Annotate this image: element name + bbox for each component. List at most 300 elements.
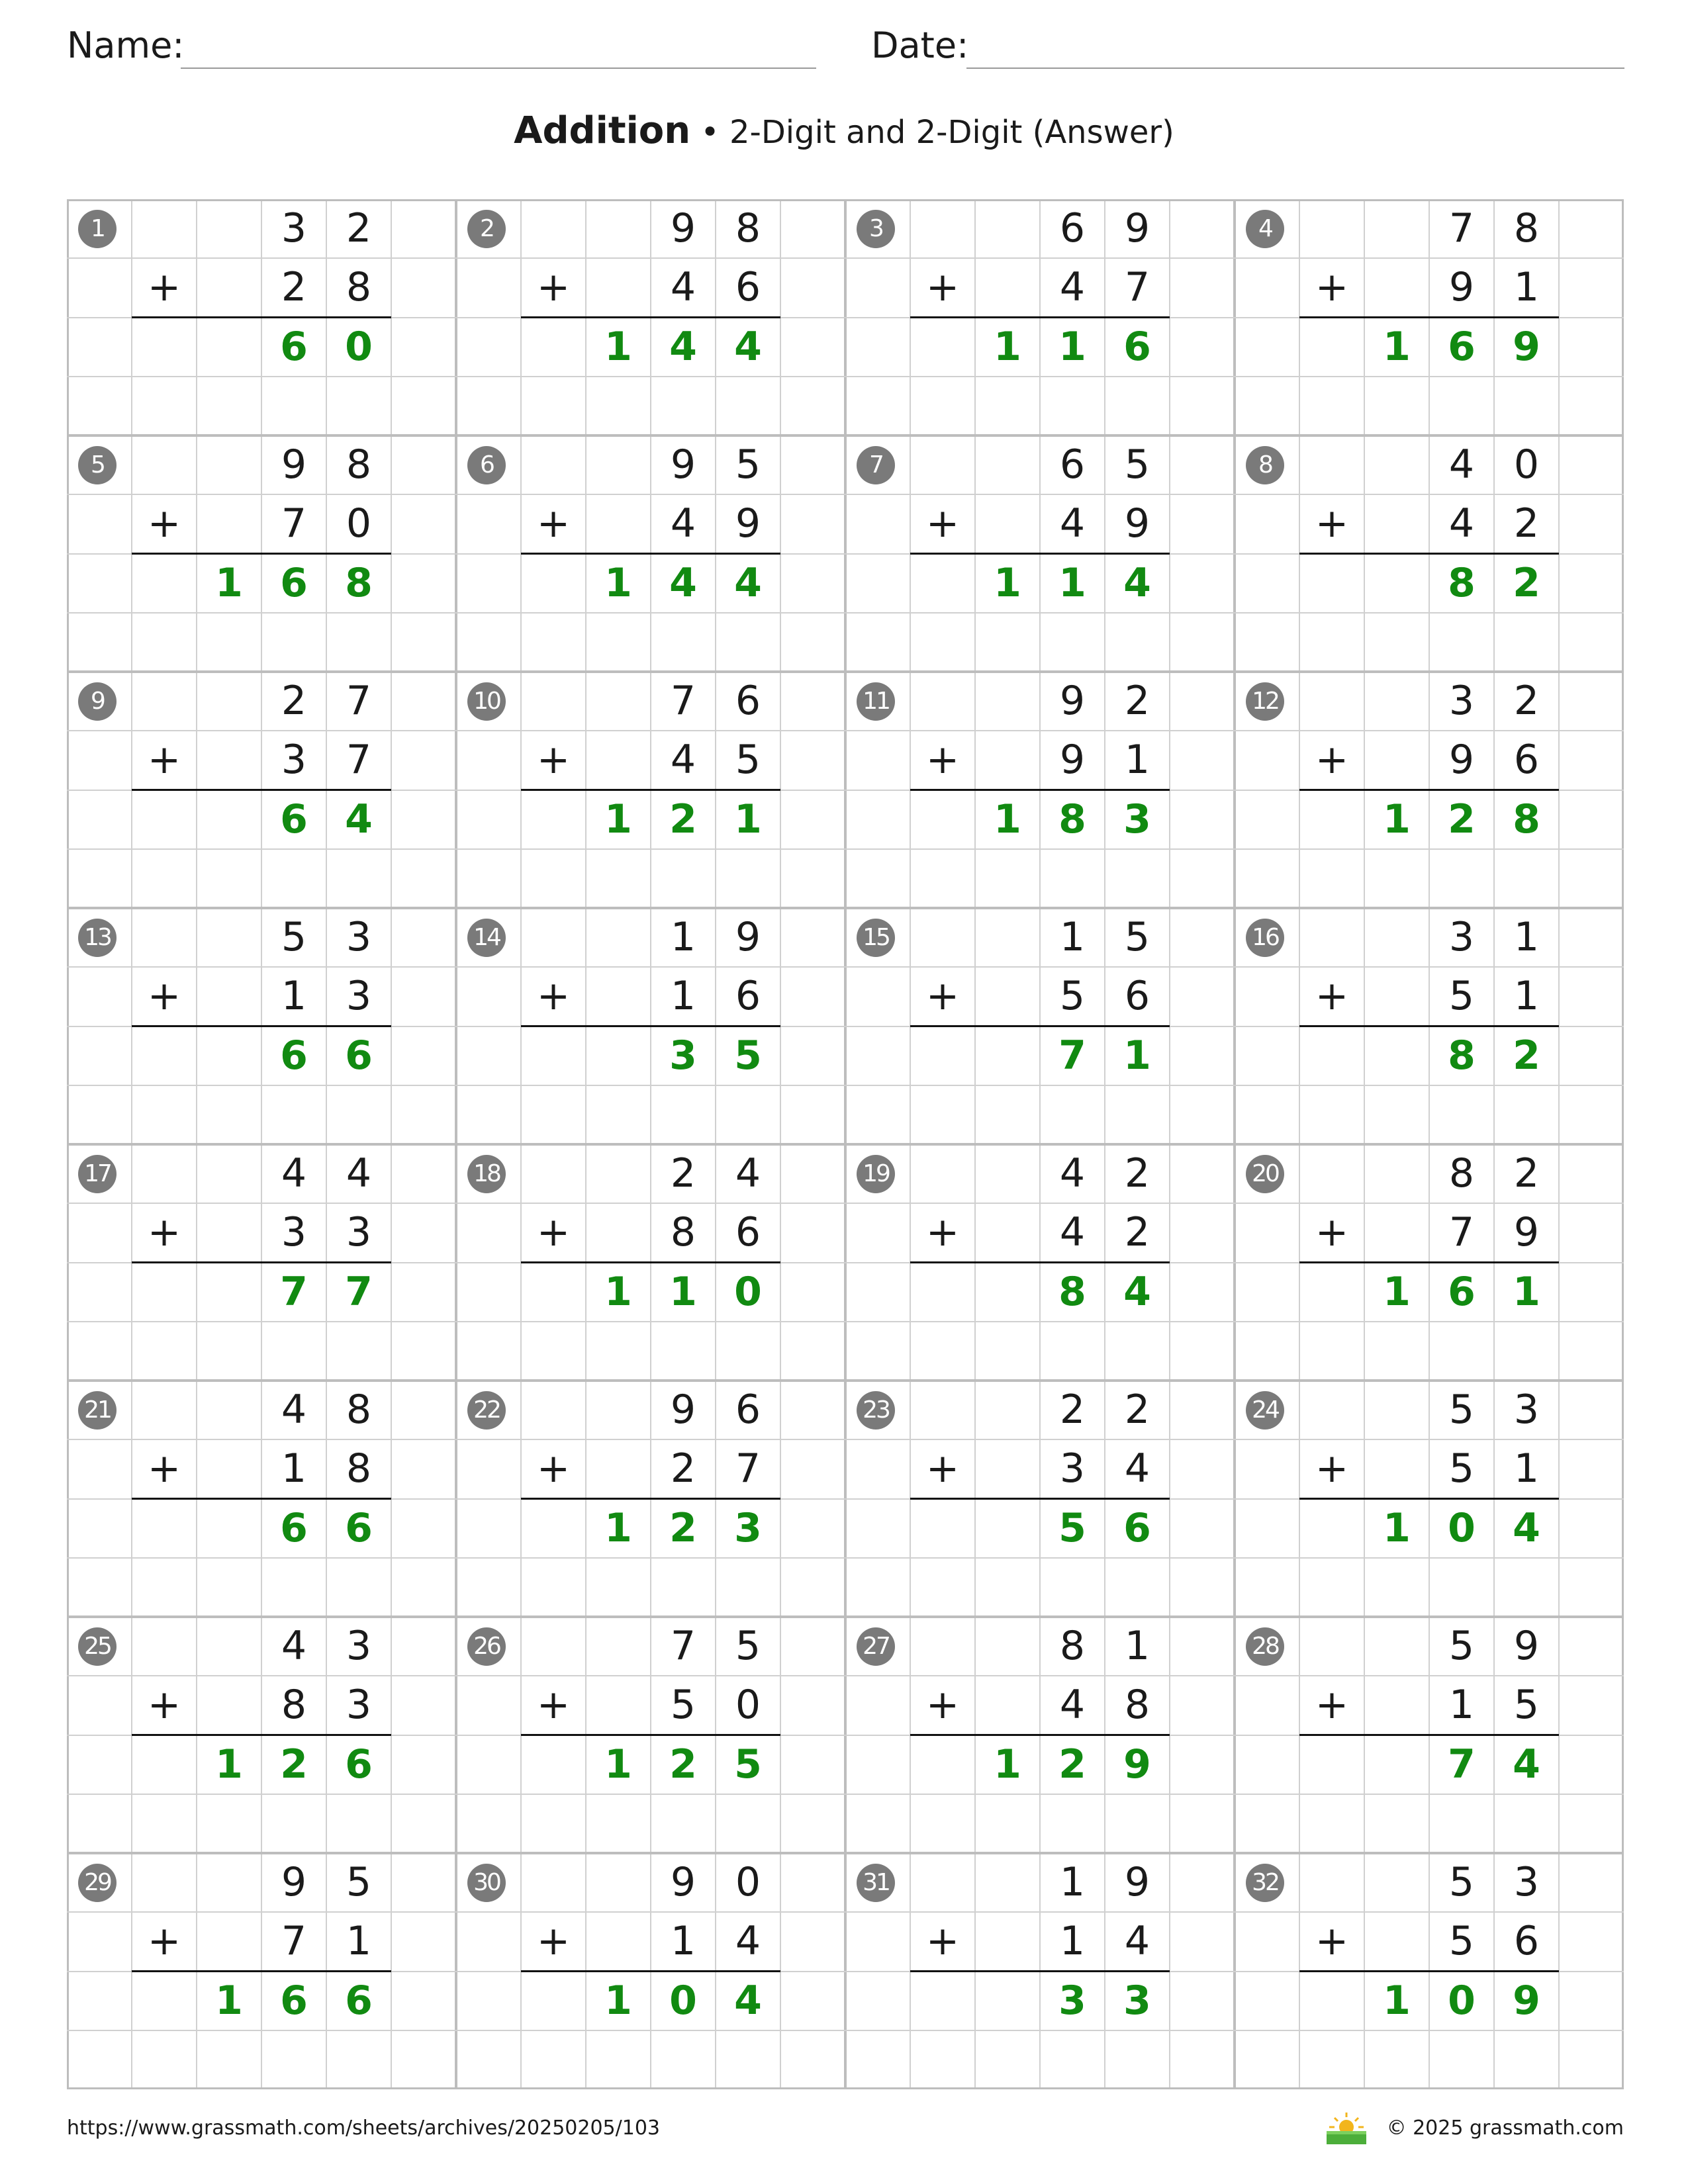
problem-9 [67,672,456,908]
answer-digit: 5 [734,1741,762,1788]
addend-bottom-digit: 5 [1448,1918,1475,1965]
answer-digit: 6 [345,1504,373,1551]
sum-line [1299,316,1559,318]
addend-bottom-digit: 7 [1448,1209,1475,1256]
problem-29 [67,1853,456,2089]
addend-top-digit: 5 [281,914,307,960]
addend-bottom-digit: 3 [281,1209,307,1256]
problem-number-badge: 24 [1246,1391,1284,1430]
problem-number-badge: 1 [78,210,117,248]
addend-top-digit: 1 [1124,1623,1150,1669]
answer-digit: 8 [1058,1268,1086,1315]
addend-top-digit: 9 [735,914,761,960]
addend-top-digit: 3 [346,1623,372,1669]
answer-digit: 1 [994,323,1021,370]
answer-digit: 6 [1123,1504,1151,1551]
addend-bottom-digit: 4 [1059,264,1086,311]
plus-sign: + [925,973,960,1020]
addend-bottom-digit: 8 [670,1209,696,1256]
footer-copyright: © 2025 grassmath.com [1386,2116,1624,2140]
answer-digit: 4 [1123,559,1151,606]
addend-bottom-digit: 8 [346,264,372,311]
plus-sign: + [925,1445,960,1492]
addend-bottom-digit: 0 [346,500,372,547]
plus-sign: + [1315,1918,1349,1965]
answer-digit: 3 [1123,1977,1151,2024]
sum-line [132,1261,391,1263]
problem-number-badge: 2 [467,210,506,248]
sum-line [910,1261,1170,1263]
addend-top-digit: 6 [735,1387,761,1433]
addend-top-digit: 5 [735,441,761,488]
answer-digit: 6 [280,1504,308,1551]
addend-top-digit: 0 [1513,441,1540,488]
plus-sign: + [925,264,960,311]
addend-top-digit: 7 [670,678,696,724]
addend-bottom-digit: 9 [1059,737,1086,784]
addend-bottom-digit: 6 [1124,973,1150,1020]
addend-bottom-digit: 1 [281,1445,307,1492]
problem-number-badge: 22 [467,1391,506,1430]
addend-bottom-digit: 4 [1124,1918,1150,1965]
problem-15 [845,908,1235,1144]
addend-top-digit: 8 [1513,205,1540,251]
plus-sign: + [536,500,571,547]
addend-bottom-digit: 2 [1124,1209,1150,1256]
addend-top-digit: 2 [1124,1387,1150,1433]
problem-5 [67,435,456,672]
addend-top-digit: 6 [1059,441,1086,488]
addend-top-digit: 8 [1059,1623,1086,1669]
addend-top-digit: 8 [735,205,761,251]
sum-line [132,1734,391,1736]
addend-top-digit: 4 [281,1623,307,1669]
date-label: Date: [871,24,969,66]
plus-sign: + [1315,1682,1349,1729]
addend-bottom-digit: 9 [735,500,761,547]
answer-digit: 4 [734,323,762,370]
sum-line [132,316,391,318]
sum-line [910,316,1170,318]
addend-top-digit: 2 [670,1150,696,1197]
addend-bottom-digit: 3 [346,1209,372,1256]
answer-digit: 4 [669,323,697,370]
sum-line [132,789,391,791]
problem-number-badge: 12 [1246,682,1284,721]
problem-30 [456,1853,845,2089]
addend-top-digit: 6 [1059,205,1086,251]
addend-bottom-digit: 1 [1124,737,1150,784]
answer-digit: 6 [280,1977,308,2024]
answer-digit: 0 [345,323,373,370]
plus-sign: + [147,1682,181,1729]
answer-digit: 4 [1513,1741,1540,1788]
plus-sign: + [536,737,571,784]
addend-bottom-digit: 8 [1124,1682,1150,1729]
answer-digit: 1 [994,796,1021,842]
answer-digit: 1 [604,1268,632,1315]
sum-line [910,1498,1170,1500]
addend-bottom-digit: 4 [1448,500,1475,547]
addend-top-digit: 4 [1059,1150,1086,1197]
addend-top-digit: 9 [1124,205,1150,251]
plus-sign: + [536,1445,571,1492]
addend-top-digit: 9 [670,441,696,488]
addend-top-digit: 8 [346,1387,372,1433]
addend-top-digit: 5 [346,1859,372,1905]
answer-digit: 2 [669,1504,697,1551]
answer-digit: 8 [1448,559,1476,606]
addend-top-digit: 3 [1448,678,1475,724]
answer-digit: 8 [1058,796,1086,842]
problem-19 [845,1144,1235,1381]
answer-digit: 9 [1513,1977,1540,2024]
answer-digit: 7 [280,1268,308,1315]
sum-line [132,1498,391,1500]
addend-top-digit: 8 [346,441,372,488]
addend-bottom-digit: 3 [346,1682,372,1729]
plus-sign: + [147,1918,181,1965]
addend-top-digit: 8 [1448,1150,1475,1197]
answer-digit: 1 [1383,1504,1411,1551]
answer-digit: 4 [734,1977,762,2024]
problem-number-badge: 14 [467,919,506,957]
addend-bottom-digit: 6 [1513,737,1540,784]
answer-digit: 7 [1058,1032,1086,1079]
plus-sign: + [536,1209,571,1256]
problem-28 [1235,1617,1624,1853]
addend-bottom-digit: 3 [346,973,372,1020]
addend-bottom-digit: 1 [1513,264,1540,311]
addend-top-digit: 4 [735,1150,761,1197]
addend-top-digit: 2 [1059,1387,1086,1433]
problem-number-badge: 5 [78,446,117,484]
problem-22 [456,1381,845,1617]
addend-bottom-digit: 5 [735,737,761,784]
addend-top-digit: 5 [1124,441,1150,488]
plus-sign: + [1315,1445,1349,1492]
title-main: Addition [514,109,691,152]
addend-top-digit: 2 [1124,1150,1150,1197]
plus-sign: + [536,264,571,311]
addend-bottom-digit: 3 [1059,1445,1086,1492]
sum-line [910,1970,1170,1972]
name-line[interactable] [181,68,816,69]
addend-bottom-digit: 1 [670,973,696,1020]
problem-number-badge: 30 [467,1864,506,1902]
answer-digit: 0 [734,1268,762,1315]
addend-bottom-digit: 1 [281,973,307,1020]
answer-digit: 4 [1123,1268,1151,1315]
answer-digit: 5 [734,1032,762,1079]
addend-top-digit: 9 [670,1387,696,1433]
problem-27 [845,1617,1235,1853]
problem-number-badge: 16 [1246,919,1284,957]
answer-digit: 1 [604,1504,632,1551]
problem-number-badge: 31 [857,1864,895,1902]
answer-digit: 1 [1383,1977,1411,2024]
addend-top-digit: 3 [1513,1387,1540,1433]
plus-sign: + [147,973,181,1020]
addend-top-digit: 1 [1059,914,1086,960]
sum-line [1299,789,1559,791]
sum-line [521,1970,780,1972]
answer-digit: 6 [280,796,308,842]
problem-31 [845,1853,1235,2089]
problem-2 [456,199,845,435]
problem-number-badge: 32 [1246,1864,1284,1902]
sum-line [1299,553,1559,555]
problem-number-badge: 25 [78,1627,117,1666]
answer-digit: 2 [669,1741,697,1788]
problem-number-badge: 17 [78,1155,117,1193]
name-label: Name: [67,24,185,66]
sum-line [132,1970,391,1972]
addend-bottom-digit: 5 [1059,973,1086,1020]
problem-number-badge: 18 [467,1155,506,1193]
problem-3 [845,199,1235,435]
addend-bottom-digit: 8 [346,1445,372,1492]
answer-digit: 1 [994,559,1021,606]
addend-top-digit: 5 [735,1623,761,1669]
problem-number-badge: 10 [467,682,506,721]
addend-bottom-digit: 1 [346,1918,372,1965]
answer-digit: 1 [604,1977,632,2024]
plus-sign: + [925,1209,960,1256]
problem-number-badge: 20 [1246,1155,1284,1193]
problem-12 [1235,672,1624,908]
addend-top-digit: 9 [281,1859,307,1905]
plus-sign: + [147,1445,181,1492]
addend-top-digit: 7 [670,1623,696,1669]
answer-digit: 4 [345,796,373,842]
addend-top-digit: 9 [281,441,307,488]
addend-bottom-digit: 1 [1059,1918,1086,1965]
answer-digit: 1 [1123,1032,1151,1079]
addend-top-digit: 9 [1124,1859,1150,1905]
addend-bottom-digit: 1 [1513,973,1540,1020]
answer-digit: 1 [604,1741,632,1788]
answer-digit: 1 [215,1977,243,2024]
problem-13 [67,908,456,1144]
answer-digit: 1 [734,796,762,842]
plus-sign: + [536,1918,571,1965]
answer-digit: 6 [1123,323,1151,370]
answer-digit: 6 [280,1032,308,1079]
sum-line [521,789,780,791]
addend-bottom-digit: 5 [670,1682,696,1729]
sum-line [910,553,1170,555]
date-line[interactable] [966,68,1624,69]
addend-top-digit: 3 [1448,914,1475,960]
problem-11 [845,672,1235,908]
problem-21 [67,1381,456,1617]
answer-digit: 3 [1058,1977,1086,2024]
addend-bottom-digit: 7 [1124,264,1150,311]
sum-line [521,316,780,318]
sum-line [521,1734,780,1736]
problem-number-badge: 9 [78,682,117,721]
answer-digit: 5 [1058,1504,1086,1551]
answer-digit: 1 [994,1741,1021,1788]
problem-1 [67,199,456,435]
problem-number-badge: 7 [857,446,895,484]
addend-top-digit: 6 [735,678,761,724]
addend-top-digit: 4 [346,1150,372,1197]
problem-23 [845,1381,1235,1617]
problem-number-badge: 21 [78,1391,117,1430]
addend-bottom-digit: 1 [670,1918,696,1965]
sum-line [1299,1025,1559,1027]
problem-18 [456,1144,845,1381]
answer-digit: 9 [1513,323,1540,370]
answer-digit: 1 [215,559,243,606]
plus-sign: + [1315,1209,1349,1256]
addend-top-digit: 9 [670,1859,696,1905]
problem-number-badge: 8 [1246,446,1284,484]
addend-bottom-digit: 4 [670,500,696,547]
problem-16 [1235,908,1624,1144]
problem-20 [1235,1144,1624,1381]
addend-top-digit: 2 [1513,1150,1540,1197]
problem-number-badge: 29 [78,1864,117,1902]
title-sub: • 2-Digit and 2-Digit (Answer) [700,114,1174,151]
plus-sign: + [1315,500,1349,547]
plus-sign: + [147,737,181,784]
problem-17 [67,1144,456,1381]
plus-sign: + [1315,973,1349,1020]
addend-top-digit: 9 [670,205,696,251]
addend-top-digit: 3 [281,205,307,251]
addend-bottom-digit: 4 [1059,1682,1086,1729]
sum-line [910,1025,1170,1027]
answer-digit: 4 [669,559,697,606]
addend-top-digit: 4 [281,1150,307,1197]
answer-digit: 1 [604,323,632,370]
problem-number-badge: 27 [857,1627,895,1666]
answer-digit: 2 [1513,559,1540,606]
sum-line [910,1734,1170,1736]
problem-10 [456,672,845,908]
sun-over-grass-icon [1325,2109,1368,2146]
answer-digit: 1 [1513,1268,1540,1315]
answer-digit: 3 [669,1032,697,1079]
sum-line [132,1025,391,1027]
addend-bottom-digit: 4 [735,1918,761,1965]
answer-digit: 8 [1448,1032,1476,1079]
plus-sign: + [1315,737,1349,784]
problem-number-badge: 11 [857,682,895,721]
addend-top-digit: 9 [1059,678,1086,724]
problem-32 [1235,1853,1624,2089]
answer-digit: 1 [215,1741,243,1788]
addend-top-digit: 3 [1513,1859,1540,1905]
addend-top-digit: 9 [1513,1623,1540,1669]
problem-14 [456,908,845,1144]
addend-top-digit: 5 [1448,1623,1475,1669]
addend-bottom-digit: 3 [281,737,307,784]
answer-digit: 9 [1123,1741,1151,1788]
answer-digit: 2 [669,796,697,842]
addend-top-digit: 5 [1448,1387,1475,1433]
answer-digit: 0 [1448,1504,1476,1551]
plus-sign: + [147,1209,181,1256]
plus-sign: + [147,264,181,311]
sum-line [521,1025,780,1027]
answer-digit: 1 [1383,1268,1411,1315]
addend-top-digit: 1 [1059,1859,1086,1905]
answer-digit: 2 [1513,1032,1540,1079]
plus-sign: + [925,737,960,784]
addend-top-digit: 5 [1448,1859,1475,1905]
addend-bottom-digit: 0 [735,1682,761,1729]
addend-bottom-digit: 1 [1513,1445,1540,1492]
addend-bottom-digit: 7 [346,737,372,784]
sum-line [1299,1734,1559,1736]
sum-line [1299,1498,1559,1500]
plus-sign: + [925,500,960,547]
problem-number-badge: 3 [857,210,895,248]
addend-bottom-digit: 9 [1124,500,1150,547]
addend-bottom-digit: 2 [281,264,307,311]
answer-digit: 1 [1383,323,1411,370]
addend-top-digit: 3 [346,914,372,960]
answer-digit: 0 [669,1977,697,2024]
answer-digit: 2 [280,1741,308,1788]
answer-digit: 1 [1383,796,1411,842]
plus-sign: + [925,1918,960,1965]
answer-digit: 3 [734,1504,762,1551]
sum-line [1299,1261,1559,1263]
addend-bottom-digit: 5 [1513,1682,1540,1729]
addend-bottom-digit: 7 [281,500,307,547]
addend-bottom-digit: 6 [735,264,761,311]
answer-digit: 0 [1448,1977,1476,2024]
addend-top-digit: 2 [1513,678,1540,724]
answer-digit: 6 [345,1032,373,1079]
problem-24 [1235,1381,1624,1617]
addend-bottom-digit: 4 [670,264,696,311]
addend-bottom-digit: 7 [735,1445,761,1492]
answer-digit: 2 [1058,1741,1086,1788]
answer-digit: 6 [345,1977,373,2024]
addend-bottom-digit: 4 [1124,1445,1150,1492]
problem-number-badge: 6 [467,446,506,484]
problem-26 [456,1617,845,1853]
footer-url[interactable]: https://www.grassmath.com/sheets/archives/20250205/103 [67,2116,661,2140]
worksheet-title [0,105,1688,159]
answer-digit: 1 [604,559,632,606]
problem-number-badge: 19 [857,1155,895,1193]
addend-bottom-digit: 4 [1059,1209,1086,1256]
answer-digit: 6 [280,559,308,606]
sum-line [521,1498,780,1500]
answer-digit: 2 [1448,796,1476,842]
answer-digit: 8 [345,559,373,606]
addend-top-digit: 2 [346,205,372,251]
addend-top-digit: 5 [1124,914,1150,960]
sum-line [1299,1970,1559,1972]
addend-bottom-digit: 4 [670,737,696,784]
addend-bottom-digit: 5 [1448,1445,1475,1492]
plus-sign: + [925,1682,960,1729]
sum-line [521,1261,780,1263]
answer-digit: 6 [280,323,308,370]
answer-digit: 1 [1058,559,1086,606]
addend-top-digit: 4 [1448,441,1475,488]
answer-digit: 1 [604,796,632,842]
problem-number-badge: 13 [78,919,117,957]
